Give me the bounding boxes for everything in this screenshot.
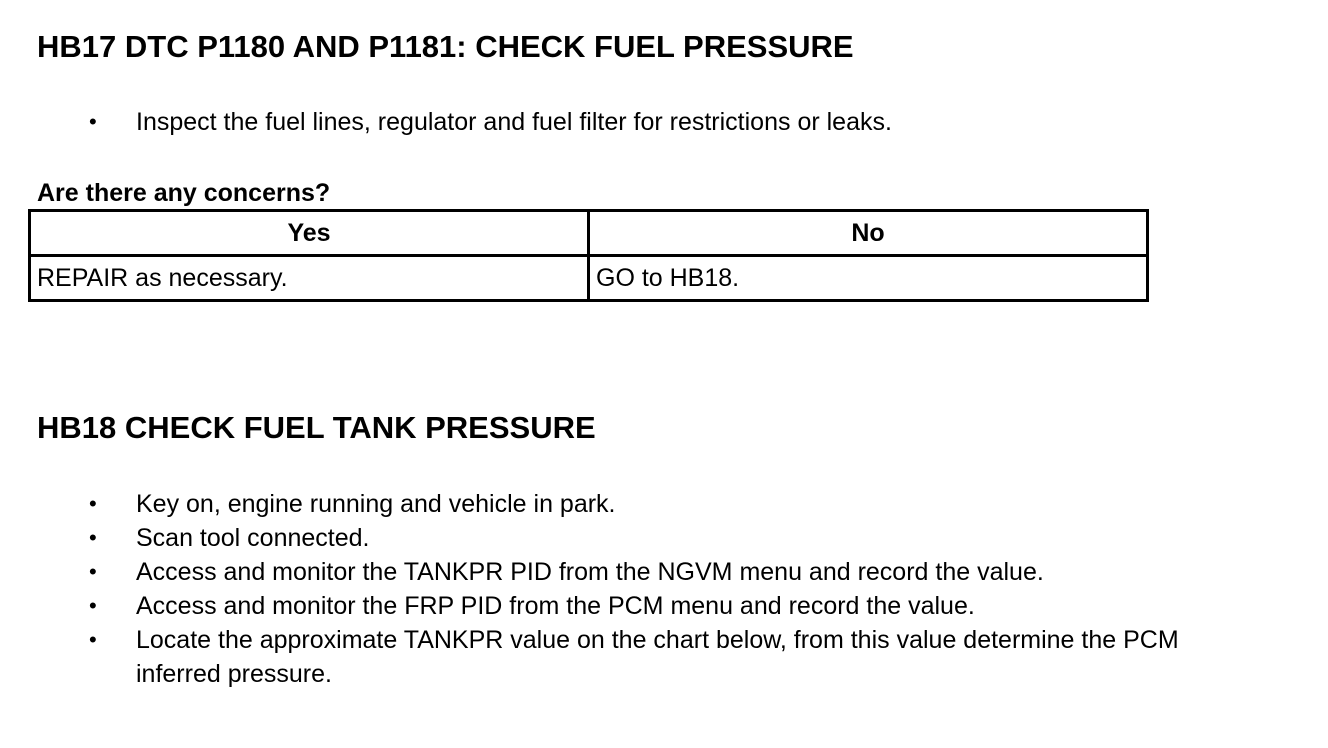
bullet-icon: • [89, 627, 97, 652]
table-row [30, 256, 1148, 301]
list-item-text: Key on, engine running and vehicle in park. [136, 490, 616, 518]
list-item [0, 589, 1246, 623]
list-item-text: Access and monitor the TANKPR PID from the NGVM menu and record the value. [136, 558, 1044, 586]
bullet-icon: • [89, 491, 97, 516]
list-item [0, 487, 1246, 521]
hb18-bullet-list [0, 487, 1246, 691]
list-item-text: Scan tool connected. [136, 524, 370, 552]
list-item [0, 623, 1246, 691]
bullet-icon: • [89, 559, 97, 584]
hb17-question: Are there any concerns? [37, 179, 331, 207]
hb17-bullet-list [0, 105, 1246, 139]
bullet-icon: • [89, 525, 97, 550]
no-header: No [589, 211, 1148, 256]
decision-table [28, 209, 1149, 302]
list-item-text: Access and monitor the FRP PID from the PCM menu and record the value. [136, 592, 975, 620]
list-item [0, 555, 1246, 589]
bullet-icon: • [89, 109, 97, 134]
no-action: GO to HB18. [589, 256, 1148, 301]
bullet-icon: • [89, 593, 97, 618]
list-item [0, 521, 1246, 555]
hb18-title: HB18 CHECK FUEL TANK PRESSURE [37, 410, 596, 445]
table-header-row [30, 211, 1148, 256]
list-item-text: Inspect the fuel lines, regulator and fuel filter for restrictions or leaks. [136, 108, 892, 136]
list-item-text: Locate the approximate TANKPR value on the chart below, from this value determine the PCM inferred pressure. [136, 626, 1179, 688]
yes-action: REPAIR as necessary. [30, 256, 589, 301]
hb17-title: HB17 DTC P1180 AND P1181: CHECK FUEL PRESSURE [37, 29, 854, 64]
yes-header: Yes [30, 211, 589, 256]
list-item [0, 105, 1246, 139]
